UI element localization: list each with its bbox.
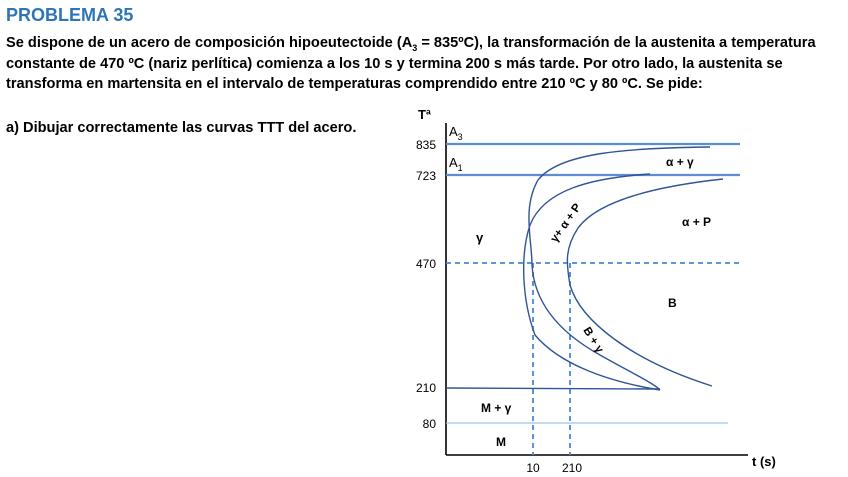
ferrite-start-curve [524,174,660,390]
tick-835: 835 [415,138,436,152]
tick-723: 723 [415,169,436,183]
region-alpha-gamma: α + γ [666,155,694,169]
a3-label: $A_3$ [449,124,463,142]
region-m: M [496,435,506,449]
statement-subscript: 3 [412,42,418,53]
problem-title: PROBLEMA 35 [6,5,134,25]
region-alpha-p: α + P [682,215,712,229]
tick-210s: 210 [561,461,583,475]
region-gamma: γ [476,230,484,245]
region-m-gamma: M + γ [481,401,512,415]
statement-part1: Se dispone de un acero de composición hipoeutectoide (A [6,35,413,51]
transformation-end-curve [567,179,723,386]
a1-label: $A_1$ [449,155,463,173]
ms-210-line [446,388,660,389]
region-b-gamma: B + γ [580,325,606,356]
question-a: a) Dibujar correctamente las curvas TTT del acero. [6,120,357,136]
y-axis-label: Tª [418,107,431,122]
region-gamma-alpha-p: γ+ α + P [548,201,584,245]
statement-part2: = 835ºC), la transformación de la austenita a temperatura constante de 470 ºC (nariz perlítica) comienza a los 10 s y termina 200 s más tarde. Por otro lado, la austenita se transforma en martensita en el intervalo de temperaturas comprendido entre 210 ºC y 80 ºC. Se pide: [6,35,816,92]
tick-10s: 10 [526,461,540,475]
region-b: B [668,296,677,310]
tick-470: 470 [415,257,436,271]
tick-80: 80 [422,417,436,431]
tick-210: 210 [415,381,436,395]
x-axis-label: t (s) [752,454,776,469]
